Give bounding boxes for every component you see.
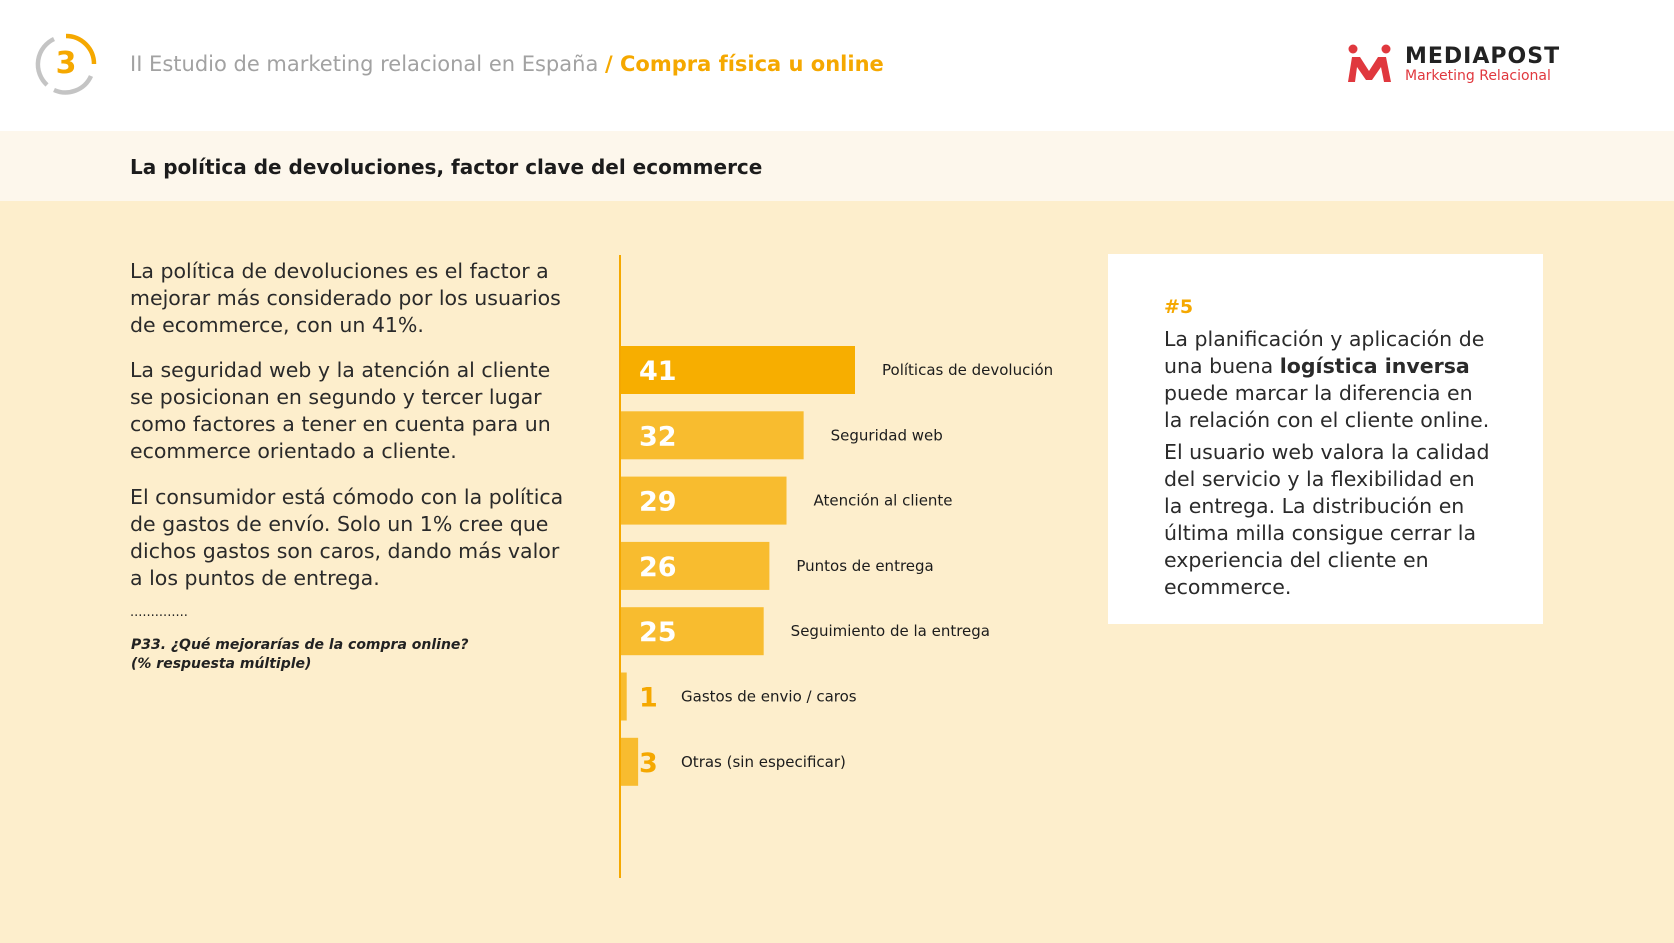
survey-question-note: (% respuesta múltiple): [131, 656, 312, 672]
category-label-politicas-de-devolucion: Políticas de devolución: [882, 361, 1054, 379]
category-label-atencion-al-cliente: Atención al cliente: [813, 491, 953, 510]
intro-paragraph-1: La política de devoluciones es el factor a mejorar más considerado por los usuarios de ecommerce, con un 41%.: [130, 259, 561, 337]
insight-tag: #5: [1164, 296, 1194, 318]
value-label-seguimiento-de-la-entrega: 25: [639, 617, 677, 649]
category-label-gastos-de-envio-caros: Gastos de envio / caros: [681, 687, 857, 706]
category-label-seguimiento-de-la-entrega: Seguimiento de la entrega: [790, 622, 991, 641]
intro-paragraph-3: El consumidor está cómodo con la política de gastos de envío. Solo un 1% cree que dichos gastos son caros, dando más valor a los puntos de entrega.: [130, 485, 564, 590]
breadcrumb-current: / Compra física u online: [605, 52, 884, 76]
value-label-politicas-de-devolucion: 41: [639, 356, 677, 387]
category-label-otras-sin-especificar: Otras (sin especificar): [681, 752, 846, 771]
section-number: 3: [55, 46, 77, 81]
value-label-atencion-al-cliente: 29: [639, 486, 677, 518]
insight-text-1b: puede marcar la diferencia en la relación con el cliente online.: [1164, 381, 1490, 432]
breadcrumb-main: II Estudio de marketing relacional en España: [130, 52, 599, 76]
separator-dots: ..............: [130, 605, 188, 620]
value-label-otras-sin-especificar: 3: [639, 747, 658, 779]
intro-paragraph-2: La seguridad web y la atención al cliente se posicionan en segundo y tercer lugar como factores a tener en cuenta para un ecommerce orientado a cliente.: [130, 358, 551, 463]
value-label-seguridad-web: 32: [639, 421, 677, 453]
category-label-puntos-de-entrega: Puntos de entrega: [796, 556, 934, 575]
value-label-puntos-de-entrega: 26: [639, 551, 677, 583]
value-label-gastos-de-envio-caros: 1: [639, 682, 658, 714]
logo-brand: MEDIAPOST: [1405, 44, 1561, 69]
category-label-seguridad-web: Seguridad web: [830, 426, 943, 445]
bar-gastos-de-envio-caros: [621, 673, 627, 721]
page-title: La política de devoluciones, factor clave del ecommerce: [130, 155, 763, 179]
insight-paragraph-2: El usuario web valora la calidad del servicio y la flexibilidad en la entrega. La distribución en última milla consigue cerrar la experiencia del cliente en ecommerce.: [1164, 440, 1490, 599]
survey-question-text: P33. ¿Qué mejorarías de la compra online?: [131, 637, 469, 653]
insight-paragraph-1: [1164, 326, 1494, 434]
logo-subtitle: Marketing Relacional: [1405, 68, 1551, 84]
insight-highlight: logística inversa: [1279, 354, 1470, 378]
bar-otras-sin-especificar: [621, 738, 638, 786]
insight-text-1a: La planificación y aplicación de una buena: [1164, 327, 1485, 378]
